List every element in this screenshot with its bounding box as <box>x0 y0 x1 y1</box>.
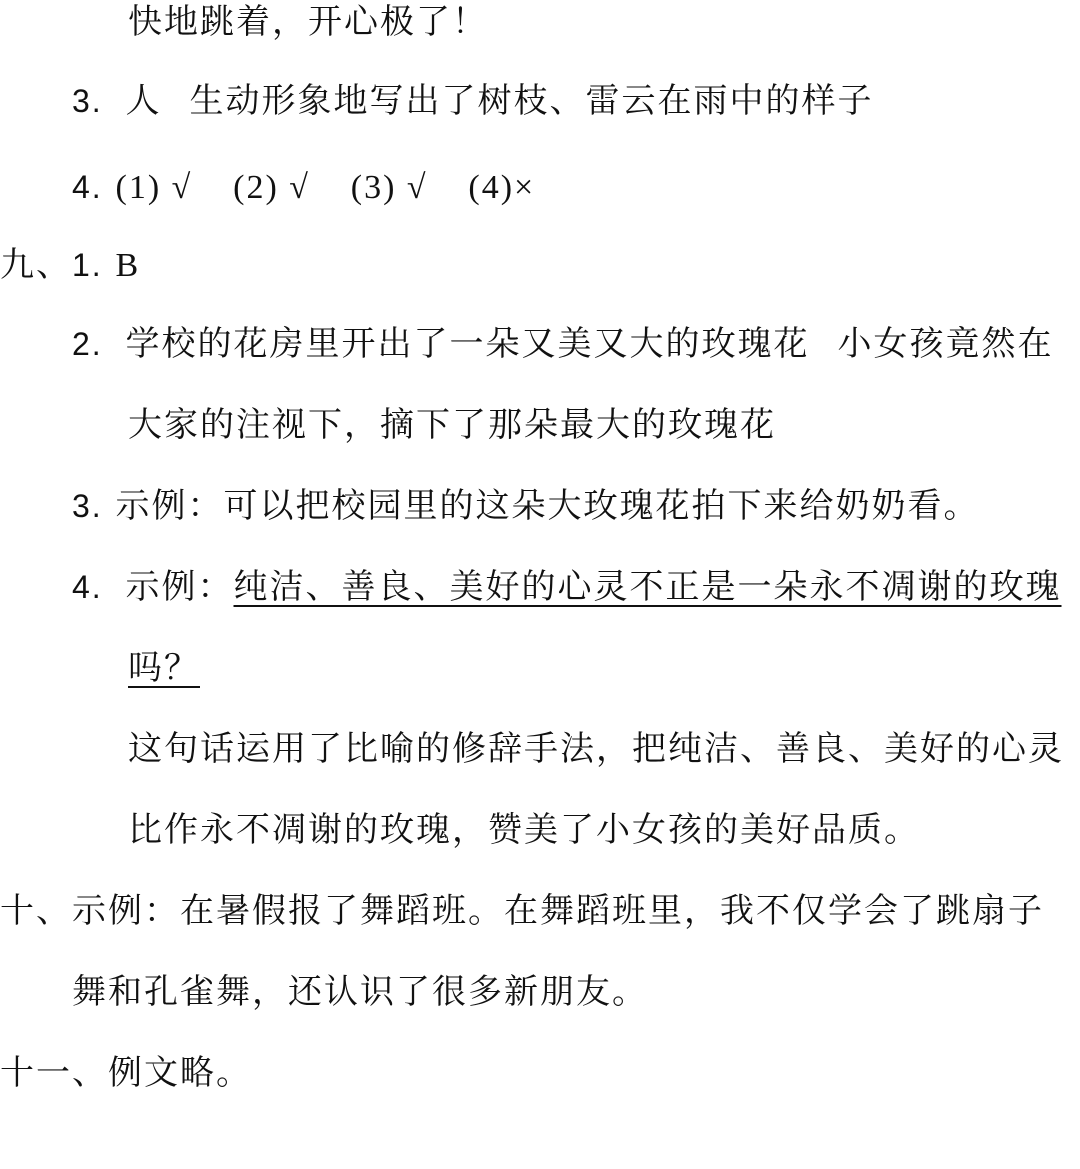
underlined-sentence: 纯洁、善良、美好的心灵不正是一朵永不凋谢的玫瑰 <box>233 567 1062 607</box>
answer-item-8-3 <box>72 79 874 123</box>
answer-text: 学校的花房里开出了一朵又美又大的玫瑰花 <box>125 324 810 364</box>
answer-line-continuation <box>128 808 920 852</box>
answer-text: 例文略。 <box>108 1053 252 1093</box>
answer-text: 大家的注视下，摘下了那朵最大的玫瑰花 <box>128 405 776 445</box>
section-11 <box>0 1051 252 1095</box>
answer-text: 这句话运用了比喻的修辞手法，把纯洁、善良、美好的心灵 <box>128 729 1064 769</box>
item-dot: . <box>91 83 103 119</box>
answer-text: 舞和孔雀舞，还认识了很多新朋友。 <box>72 972 648 1012</box>
section-heading: 十、 <box>0 891 72 931</box>
judgment-answer: (1) √ <box>115 169 193 206</box>
answer-item-9-2 <box>72 322 1054 366</box>
answer-prefix: 示例： <box>125 567 234 607</box>
answer-text: 示例：可以把校园里的这朵大玫瑰花拍下来给奶奶看。 <box>115 486 980 526</box>
answer-text: 小女孩竟然在 <box>837 324 1054 364</box>
answer-text: B <box>115 247 141 284</box>
item-number: 4 <box>72 569 92 605</box>
item-number: 2 <box>72 326 92 362</box>
item-dot: . <box>91 569 103 605</box>
item-dot: . <box>91 169 103 205</box>
section-10 <box>0 889 1044 933</box>
answer-line-continuation <box>72 970 648 1014</box>
section-heading: 十一、 <box>0 1053 108 1093</box>
answer-item-8-4 <box>72 165 535 210</box>
section-heading: 九、 <box>0 245 72 285</box>
answer-item-9-3 <box>72 484 980 528</box>
item-number: 3 <box>72 488 92 524</box>
judgment-answer: (3) √ <box>350 169 428 206</box>
answer-line-continuation <box>128 646 200 690</box>
item-number: 1 <box>72 247 92 283</box>
item-number: 4 <box>72 169 92 205</box>
judgment-answer: (2) √ <box>233 169 310 206</box>
answer-text: 比作永不凋谢的玫瑰，赞美了小女孩的美好品质。 <box>128 810 920 850</box>
item-number: 3 <box>72 83 92 119</box>
underlined-sentence: 吗？ <box>128 648 200 688</box>
answer-line-continuation <box>128 0 488 44</box>
answer-item-9-4 <box>72 565 1062 609</box>
answer-text: 快地跳着，开心极了！ <box>128 2 488 42</box>
item-dot: . <box>91 326 103 362</box>
section-9-item-1 <box>0 243 140 288</box>
judgment-answer: (4)× <box>468 169 536 206</box>
item-dot: . <box>91 247 103 283</box>
answer-text: 示例：在暑假报了舞蹈班。在舞蹈班里，我不仅学会了跳扇子 <box>72 891 1044 931</box>
answer-explanation <box>128 727 1064 771</box>
answer-line-continuation <box>128 403 776 447</box>
answer-text: 人 <box>125 81 162 121</box>
answer-text: 生动形象地写出了树枝、雷云在雨中的样子 <box>189 81 874 121</box>
item-dot: . <box>91 488 103 524</box>
